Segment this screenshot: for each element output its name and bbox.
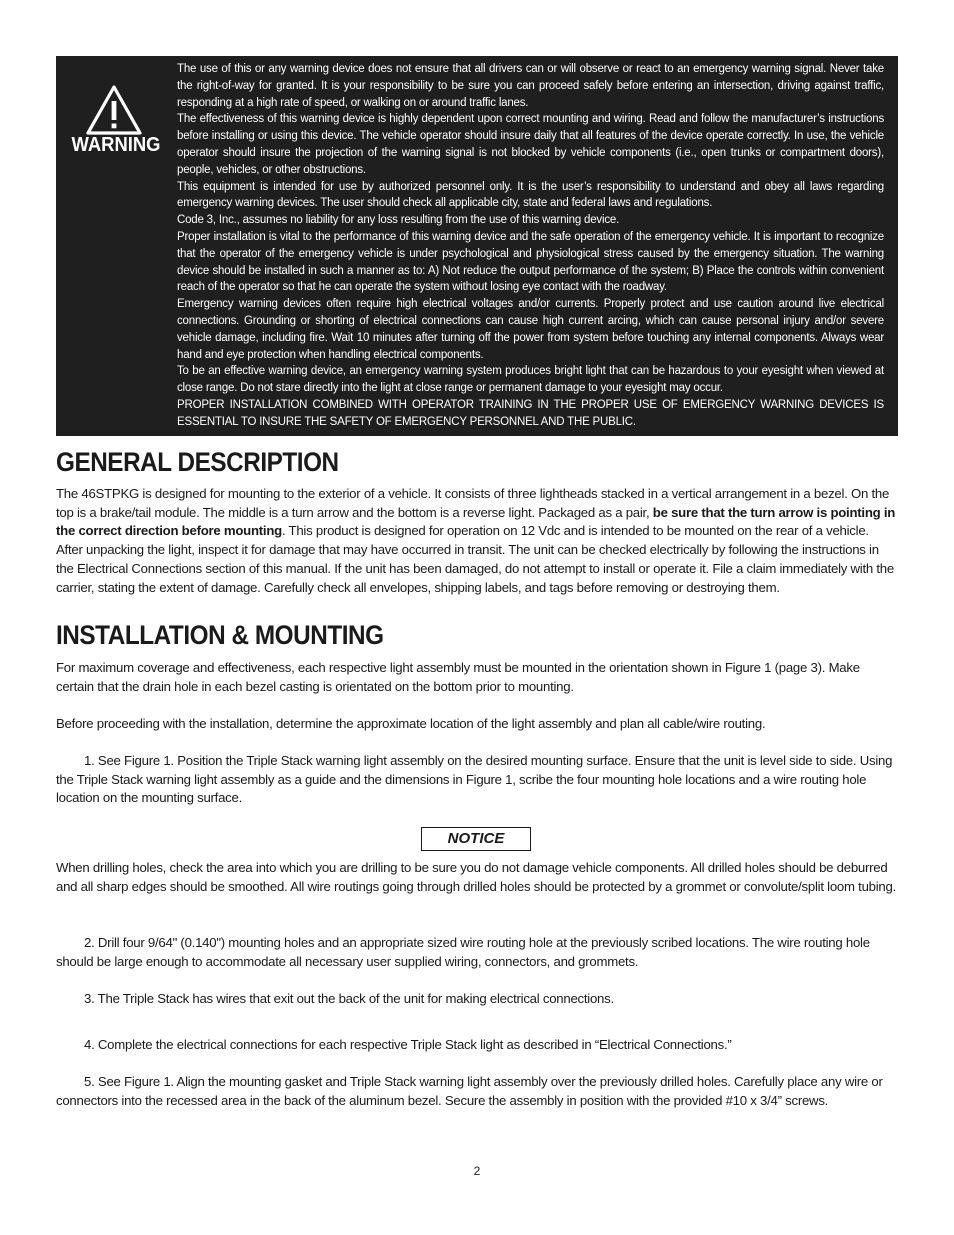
notice-label: NOTICE [421, 827, 531, 851]
installation-intro-2: Before proceeding with the installation, determine the approximate location of the light assembly and plan all cable/wire routing. [56, 716, 766, 731]
warning-paragraph: To be an effective warning device, an emergency warning system produces bright light that can be hazardous to your eyesight when viewed at close range. Do not stare directly into the light at close range or permanent damage to your eyesight may occur. [177, 365, 884, 395]
installation-step-5: 5. See Figure 1. Align the mounting gasket and Triple Stack warning light assembly over the previously drilled holes. Carefully place any wire or connectors into the recessed area in the back of the aluminum bezel. Secure the assembly in position with the provided #10 x 3/4” screws. [56, 1074, 883, 1108]
general-text-emphasis: be sure that the turn arrow is pointing in the correct direction before mounting [56, 504, 896, 539]
warning-paragraph: PROPER INSTALLATION COMBINED WITH OPERATOR TRAINING IN THE PROPER USE OF EMERGENCY WARNING DEVICES IS ESSENTIAL TO INSURE THE SAFETY OF EMERGENCY PERSONNEL AND THE PUBLIC. [177, 398, 884, 428]
installation-step-2: 2. Drill four 9/64" (0.140") mounting holes and an appropriate sized wire routing hole at the previously scribed locations. The wire routing hole should be large enough to accommodate all necessary user supplied wiring, connectors, and grommets. [56, 935, 870, 969]
warning-paragraph: The effectiveness of this warning device is highly dependent upon correct mounting and wiring. Read and follow the manufacturer’s instructions before installing or using this device. The vehicle operator should insure daily that all features of the device operate correctly. In use, the vehicle operator should insure the projection of the warning signal is not blocked by vehicle components (i.e., open trunks or compartment doors), people, vehicles, or other obstructions. [177, 113, 884, 176]
general-text-part: The 46STPKG is designed for mounting to the exterior of a vehicle. It consists of three lightheads stacked in a vertical arrangement in a bezel. On the top is a brake/tail module. The middle is a turn arrow and the bottom is a reverse light. Packaged as a pair, [56, 486, 890, 520]
warning-triangle-icon [85, 84, 143, 136]
general-description-text [56, 485, 896, 597]
warning-badge [56, 56, 174, 176]
page-number: 2 [473, 1164, 481, 1178]
general-description-heading: GENERAL DESCRIPTION [56, 447, 339, 477]
warning-paragraph: This equipment is intended for use by authorized personnel only. It is the user’s responsibility to understand and obey all laws regarding emergency warning devices. The user should check all applicable city, state and federal laws and regulations. [177, 180, 884, 210]
installation-heading: INSTALLATION & MOUNTING [56, 620, 384, 650]
step-text: 1. See Figure 1. Position the Triple Stack warning light assembly on the desired mounting surface. Ensure that the unit is level side to side. Using the Triple Stack warning light assembly as a guide and the dimensions in Figure 1, scribe the four mounting hole locations and a wire routing hole location on the mounting surface. [56, 753, 893, 806]
warning-paragraph: Emergency warning devices often require high electrical voltages and/or currents. Properly protect and use caution around live electrical connections. Grounding or shorting of electrical connections can cause high current arcing, which can cause personal injury and/or severe vehicle damage, including fire. Wait 10 minutes after turning off the power from system before touching any internal components. Always wear hand and eye protection when handling electrical components. [177, 298, 884, 361]
installation-step-3: 3. The Triple Stack has wires that exit out the back of the unit for making electrical connections. [84, 991, 614, 1006]
notice-text: When drilling holes, check the area into which you are drilling to be sure you do not damage vehicle components. All drilled holes should be deburred and all sharp edges should be smoothed. All wire routings going through drilled holes should be protected by a grommet or convolute/split loom tubing. [56, 860, 896, 894]
general-text-part: . This product is designed for operation on 12 Vdc and is intended to be mounted on the rear of a vehicle. After unpacking the light, inspect it for damage that may have occurred in transit. The unit can be checked electrically by following the instructions in the Electrical Connections section of this manual. If the unit has been damaged, do not attempt to install or operate it. File a claim immediately with the carrier, stating the extent of damage. Carefully check all envelopes, shipping labels, and tags before removing or destroying them. [56, 523, 894, 595]
warning-paragraph: Proper installation is vital to the performance of this warning device and the safe operation of the emergency vehicle. It is important to recognize that the operator of the emergency vehicle is under psychological and physiological stress caused by the emergency situation. The warning device should be installed in such a manner as to: A) Not reduce the output performance of the system; B) Place the controls within convenient reach of the operator so that he can operate the system without losing eye contact with the roadway. [177, 230, 884, 294]
warning-box [56, 56, 898, 436]
warning-paragraph: Code 3, Inc., assumes no liability for any loss resulting from the use of this warning device. [177, 214, 620, 227]
warning-label: WARNING [71, 134, 161, 156]
installation-intro-1: For maximum coverage and effectiveness, each respective light assembly must be mounted in the orientation shown in Figure 1 (page 3). Make certain that the drain hole in each bezel casting is orientated on the bottom prior to mounting. [56, 660, 860, 694]
warning-paragraph: The use of this or any warning device does not ensure that all drivers can or will observe or react to an emergency warning signal. Never take the right-of-way for granted. It is your responsibility to be sure you can proceed safely before entering an intersection, driving against traffic, responding at a high rate of speed, or walking on or around traffic lanes. [177, 63, 884, 109]
installation-step-1 [56, 752, 896, 808]
installation-step-4: 4. Complete the electrical connections for each respective Triple Stack light as described in “Electrical Connections.” [84, 1037, 732, 1052]
warning-text [177, 61, 884, 431]
